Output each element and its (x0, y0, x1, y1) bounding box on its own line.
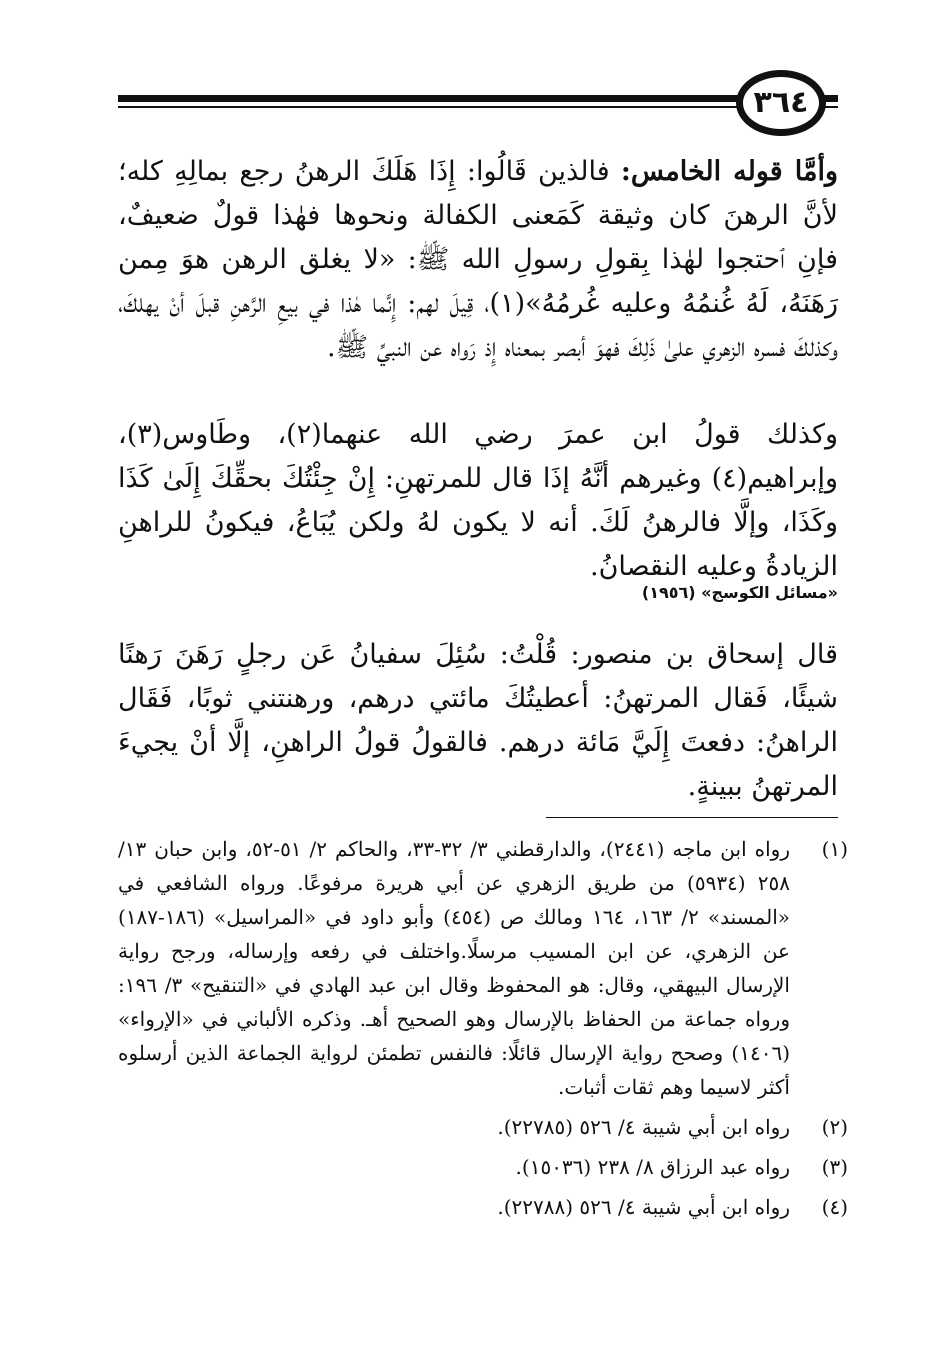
footnote-text: رواه ابن أبي شيبة ٤/ ٥٢٦ (٢٢٧٨٨). (497, 1195, 790, 1219)
footnote-number: (٣) (821, 1155, 848, 1179)
footnote-number: (٢) (821, 1115, 848, 1139)
footnote-item (118, 832, 848, 1104)
page-number-badge (736, 70, 826, 136)
footnote-text: رواه ابن أبي شيبة ٤/ ٥٢٦ (٢٢٧٨٥). (497, 1115, 790, 1139)
footnote-separator (546, 817, 838, 818)
header-rule-thick (118, 95, 838, 102)
footnotes (118, 832, 848, 1230)
paragraph-1-text: فالذين قَالُوا: إِذَا هَلَكَ الرهنُ رجع بمالِهِ كله؛ لأنَّ الرهنَ كان وثيقة كَمَعنى الكفالة ونحوها فهٰذا قولٌ ضعيفٌ، فإنِ ٱحتجوا لهٰذا بِقولِ رسولِ الله ﷺ: «لا يغلق الرهن هوَ مِمن رَهَنَهُ، لَهُ غُنمُهُ وعليه غُرمُهُ»(١)، قِيلَ لهم: إِنَّما هٰذا في بيعِ الرَّهنِ قبلَ أنْ يهلكَ، وكذلكَ فسره الزهري علىٰ ذَلِكَ فهوَ أبصر بمعناه إِذ رَواه عن النبيِّ ﷺ. (118, 156, 838, 363)
footnote-item (118, 1150, 848, 1184)
paragraph-2 (118, 413, 838, 589)
paragraph-3-text: قال إسحاق بن منصور: قُلْتُ: سُئِلَ سفيانُ عَن رجلٍ رَهَنَ رَهنًا شيئًا، فَقال المرتهنُ: أعطيتُكَ مائتي درهم، ورهنتني ثوبًا، فَقَال الراهنُ: دفعتَ إِلَيَّ مَائة درهم. فالقولُ قولُ الراهنِ، إلَّا أنْ يجيءَ المرتهنُ ببينةٍ. (118, 639, 838, 802)
paragraph-3 (118, 633, 838, 809)
footnote-text: رواه ابن ماجه (٢٤٤١)، والدارقطني ٣/ ٣٢-٣٣، والحاكم ٢/ ٥١-٥٢، وابن حبان ١٣/ ٢٥٨ (٥٩٣٤) من طريق الزهري عن أبي هريرة مرفوعًا. ورواه الشافعي في «المسند» ٢/ ١٦٣، ١٦٤ ومالك ص (٤٥٤) وأبو داود في «المراسيل» (١٨٦-١٨٧) عن الزهري، عن ابن المسيب مرسلًا.واختلف في رفعه وإرساله، ورجح رواية الإرسال البيهقي، وقال: هو المحفوظ وقال ابن عبد الهادي في «التنقيح» ٣/ ١٩٦: ورواه جماعة من الحفاظ بالإرسال وهو الصحيح أهـ. وذكره الألباني في «الإرواء» (١٤٠٦) وصحح رواية الإرسال قائلًا: فالنفس تطمئن لرواية الجماعة الذين أرسلوه أكثر لاسيما وهم ثقات أثبات. (118, 837, 790, 1099)
paragraph-1 (118, 150, 838, 370)
paragraph-2-text: وكذلك قولُ ابن عمرَ رضي الله عنهما(٢)، وطَاوس(٣)، وإبراهيم(٤) وغيرهم أنَّهُ إذَا قال للمرتهنِ: إِنْ جِئْتُكَ بحقِّكَ إِلَىٰ كَذَا وكَذَا، وإلَّا فالرهنُ لَكَ. أنه لا يكون لهُ ولكن يُبَاعُ، فيكونُ للراهنِ الزيادةُ وعليه النقصانُ. (118, 419, 838, 582)
header-rule-thin (118, 106, 838, 108)
footnote-number: (١) (821, 837, 848, 861)
footnote-text: رواه عبد الرزاق ٨/ ٢٣٨ (١٥٠٣٦). (515, 1155, 790, 1179)
section-heading: «مسائل الكوسج» (١٩٥٦) (641, 583, 838, 602)
footnote-item (118, 1110, 848, 1144)
page-number: ٣٦٤ (753, 85, 809, 120)
footnote-item (118, 1190, 848, 1224)
paragraph-1-lead: وأمَّا قوله الخامس: (620, 156, 839, 187)
footnote-number: (٤) (821, 1195, 848, 1219)
